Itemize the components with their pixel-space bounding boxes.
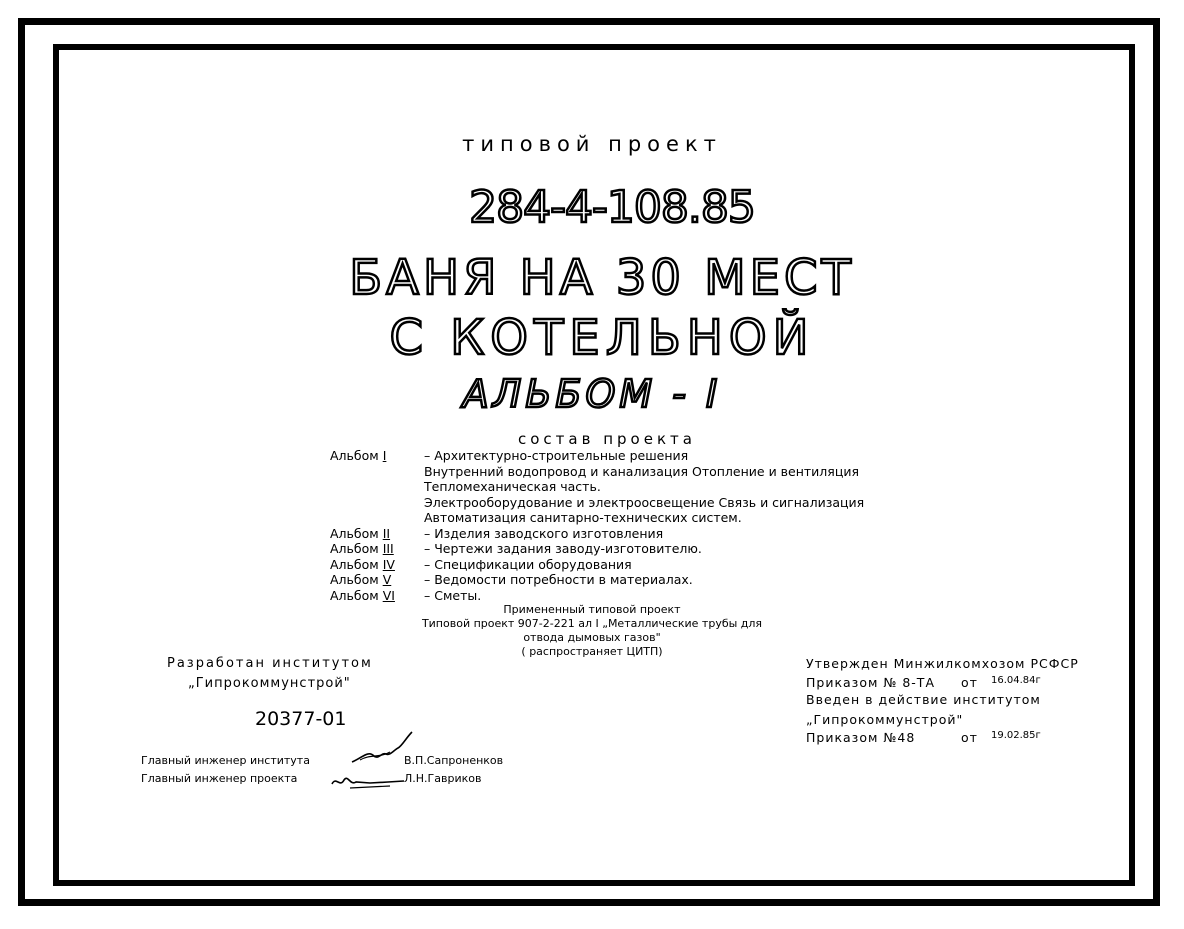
enacted-by: Введен в действие институтом xyxy=(806,692,1041,707)
album-line: Тепломеханическая часть. xyxy=(424,479,601,494)
album-label: Альбом xyxy=(330,572,379,587)
album-number: III xyxy=(382,541,394,556)
applied-project xyxy=(0,603,1184,659)
album-label: Альбом xyxy=(330,525,379,541)
chief-institute-name: В.П.Сапроненков xyxy=(404,754,504,767)
album-number: IV xyxy=(382,556,395,572)
album-line: – Чертежи задания заводу-изготовителю. xyxy=(424,541,702,556)
list-item xyxy=(330,572,864,588)
album-number: V xyxy=(382,572,392,587)
order-1 xyxy=(806,675,1066,690)
list-item xyxy=(330,541,864,557)
order-2-ot: от xyxy=(961,730,978,745)
list-item xyxy=(330,588,864,604)
album-line: Внутренний водопровод и канализация Отопление и вентиляция xyxy=(424,463,859,479)
album-line: – Сметы. xyxy=(424,587,482,603)
album-title: АЛЬБОМ - I xyxy=(462,372,722,416)
order-1-ot: от xyxy=(961,675,978,690)
applied-line: Примененный типовой проект xyxy=(503,603,681,616)
album-number: II xyxy=(382,525,391,541)
applied-line: ( распространяет ЦИТП) xyxy=(521,645,663,658)
list-item xyxy=(330,526,864,542)
developer-institute: „Гипрокоммунстрой" xyxy=(188,676,351,691)
applied-line: отвода дымовых газов" xyxy=(523,631,661,644)
document-code: 20377-01 xyxy=(255,708,347,730)
applied-line: Типовой проект 907-2-221 ал I „Металлические трубы для xyxy=(421,617,763,630)
album-line: – Спецификации оборудования xyxy=(424,556,632,572)
album-number: I xyxy=(382,448,387,463)
approved-by: Утвержден Минжилкомхозом РСФСР xyxy=(806,656,1079,671)
signature-chief-project xyxy=(330,770,410,792)
album-line: – Ведомости потребности в материалах. xyxy=(424,572,693,587)
title-line-2: С КОТЕЛЬНОЙ xyxy=(389,310,815,366)
order-2-date: 19.02.85г xyxy=(991,730,1041,741)
enacting-institute: „Гипрокоммунстрой" xyxy=(806,712,964,727)
album-label: Альбом xyxy=(330,541,379,556)
album-label: Альбом xyxy=(330,587,379,603)
album-label: Альбом xyxy=(330,448,379,463)
order-2-number: Приказом №48 xyxy=(806,730,916,745)
order-2 xyxy=(806,730,1066,745)
order-1-date: 16.04.84г xyxy=(991,675,1041,686)
series-label: типовой проект xyxy=(462,132,722,156)
album-label: Альбом xyxy=(330,556,379,572)
album-line: – Изделия заводского изготовления xyxy=(424,525,664,541)
chief-project-name: Л.Н.Гавриков xyxy=(404,772,482,785)
order-1-number: Приказом № 8-ТА xyxy=(806,675,935,690)
album-line: Автоматизация санитарно-технических систем. xyxy=(424,510,742,525)
composition-heading: состав проекта xyxy=(518,430,696,448)
project-number: 284-4-108.85 xyxy=(469,182,755,233)
album-line: Электрооборудование и электроосвещение Связь и сигнализация xyxy=(424,494,865,510)
list-item xyxy=(330,448,864,526)
developer-label: Разработан институтом xyxy=(167,656,373,671)
list-item xyxy=(330,557,864,573)
composition-list xyxy=(330,448,864,603)
album-number: VI xyxy=(382,587,395,603)
chief-project-label: Главный инженер проекта xyxy=(141,772,298,785)
album-line: – Архитектурно-строительные решения xyxy=(424,448,689,463)
title-line-1: БАНЯ НА 30 МЕСТ xyxy=(349,250,855,306)
chief-institute-label: Главный инженер института xyxy=(141,754,310,767)
